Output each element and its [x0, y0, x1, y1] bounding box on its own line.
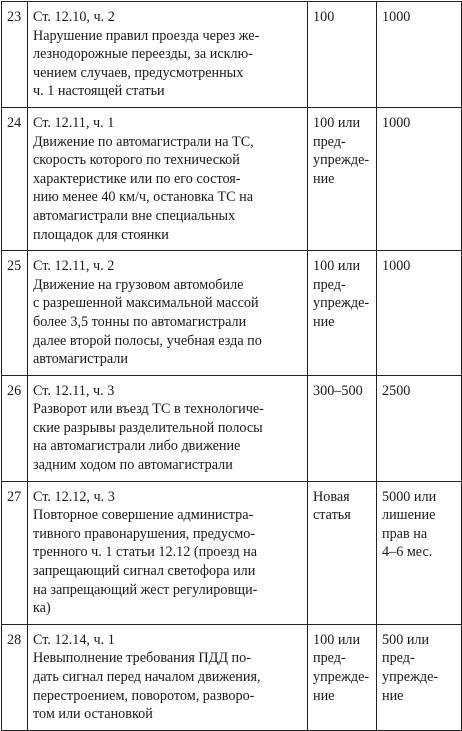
violation-cell [28, 481, 308, 624]
violation-description: Движение по автомагистрали на ТС, скорость которого по технической характеристике или по его состоя- нию менее 40 км/ч, остановка ТС на автомагистрали вне специальных площадок для стоянки [33, 133, 254, 243]
new-fine [377, 107, 462, 250]
old-fine-value: 100 или пред- упрежде- ние [313, 114, 370, 187]
row-number: 25 [2, 251, 28, 376]
fines-table [1, 1, 462, 731]
violation-description: Разворот или въезд ТС в технологиче- ские разрывы разделительной полосы на автомагистрали либо движение задним ходом по автомагистрали [33, 401, 264, 474]
old-fine-value: 100 или пред- упрежде- ние [313, 631, 370, 704]
new-fine [377, 2, 462, 108]
violation-cell [28, 2, 308, 108]
old-fine-value: 100 или пред- упрежде- ние [313, 258, 370, 330]
new-fine [377, 624, 462, 730]
article-reference: Ст. 12.11, ч. 3 [33, 382, 115, 399]
new-fine-value: 1000 [382, 9, 411, 25]
old-fine [308, 624, 377, 730]
new-fine [377, 251, 462, 376]
table-row [2, 251, 462, 376]
table-row [2, 107, 462, 250]
new-fine-value: 5000 или лишение прав на 4–6 мес. [382, 488, 437, 561]
article-reference: Ст. 12.10, ч. 2 [33, 9, 115, 25]
row-number: 28 [2, 624, 28, 730]
old-fine [308, 375, 377, 481]
article-reference: Ст. 12.11, ч. 2 [33, 258, 115, 275]
new-fine-value: 1000 [382, 114, 411, 131]
fines-table-body [2, 2, 462, 731]
violation-description: Повторное совершение администра- тивного правонарушения, предусмо- тренного ч. 1 статьи 12.12 (проезд на запрещающий сигнал светофора или на запрещающий жест регулировщи- ка) [33, 507, 258, 617]
row-number: 27 [2, 481, 28, 624]
article-reference: Ст. 12.12, ч. 3 [33, 488, 115, 505]
new-fine [377, 375, 462, 481]
violation-description: Невыполнение требования ПДД по- дать сигнал перед началом движения, перестроением, поворотом, разворо- том или остановкой [33, 650, 261, 723]
violation-description: Движение на грузовом автомобиле с разрешенной максимальной массой более 3,5 тонны по автомагистрали далее второй полосы, учебная езда по автомагистрали [33, 276, 262, 368]
violation-cell [28, 375, 308, 481]
table-row [2, 481, 462, 624]
row-number: 23 [2, 2, 28, 108]
violation-cell [28, 624, 308, 730]
violation-cell [28, 107, 308, 250]
old-fine-value: Новая статья [313, 488, 351, 524]
article-reference: Ст. 12.11, ч. 1 [33, 114, 115, 131]
table-row [2, 375, 462, 481]
violation-cell [28, 251, 308, 376]
table-row [2, 2, 462, 108]
old-fine-value: 100 [313, 9, 335, 25]
row-number: 24 [2, 107, 28, 250]
old-fine [308, 107, 377, 250]
new-fine-value: 2500 [382, 382, 411, 399]
old-fine [308, 251, 377, 376]
old-fine-value: 300–500 [313, 382, 363, 399]
new-fine-value: 500 или пред- упрежде- ние [382, 631, 439, 704]
violation-description: Нарушение правил проезда через же- лезнодорожные переезды, за исклю- чением случаев, предусмотренных ч. 1 настоящей статьи [33, 27, 260, 100]
table-row [2, 624, 462, 730]
article-reference: Ст. 12.14, ч. 1 [33, 631, 115, 648]
new-fine-value: 1000 [382, 258, 411, 275]
new-fine [377, 481, 462, 624]
old-fine [308, 481, 377, 624]
old-fine [308, 2, 377, 108]
row-number: 26 [2, 375, 28, 481]
